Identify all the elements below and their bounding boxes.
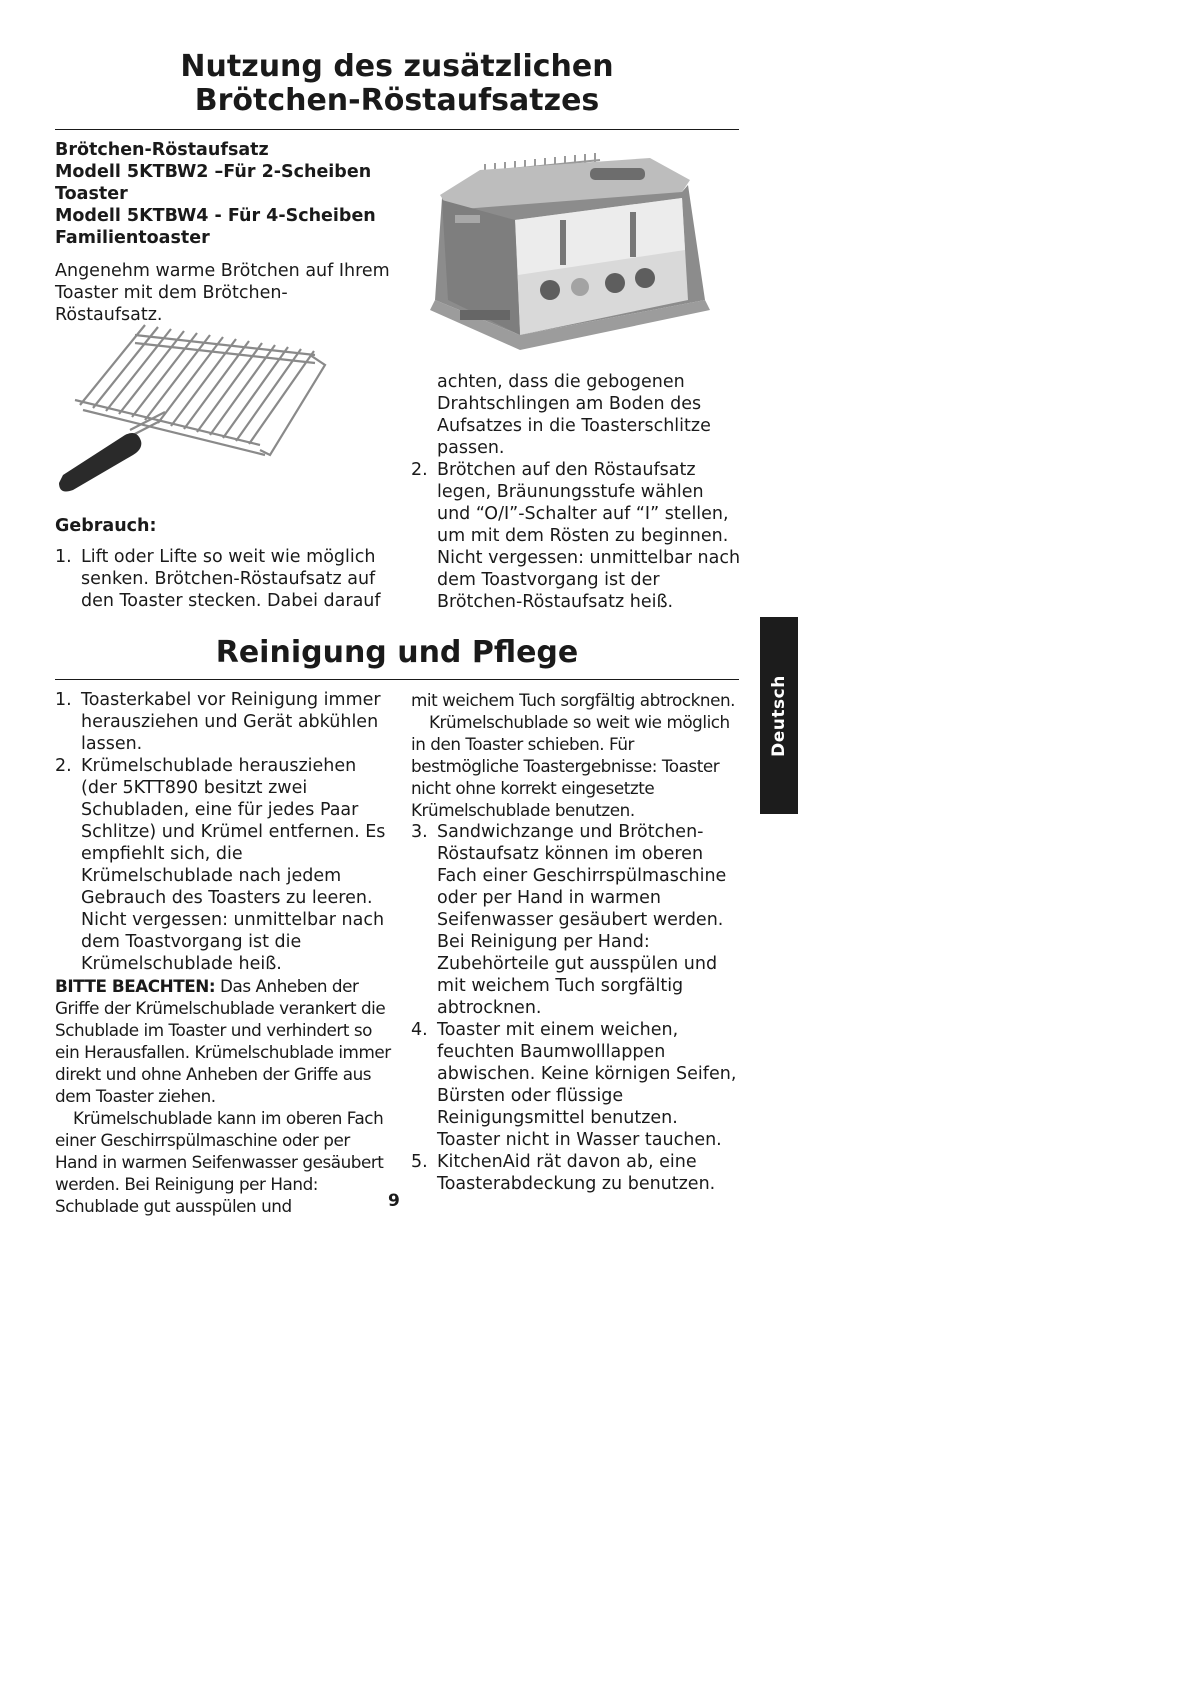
step-text: Lift oder Lifte so weit wie möglich senken. Brötchen-Röstaufsatz auf den Toaster stecken. Dabei darauf — [81, 547, 381, 611]
list-item — [411, 371, 741, 459]
title-rule-1 — [55, 129, 739, 130]
step-number: 2. — [55, 756, 72, 776]
list-item — [411, 1019, 743, 1151]
model-line: Modell 5KTBW4 - Für 4-Scheiben — [55, 206, 376, 226]
list-item — [55, 546, 395, 612]
page-number: 9 — [388, 1191, 400, 1211]
cleaning-right-column — [411, 689, 743, 1195]
title-line-2: Brötchen-Röstaufsatzes — [194, 83, 600, 118]
list-item — [55, 755, 395, 975]
model-heading — [55, 139, 395, 249]
cleaning-left-column — [55, 689, 395, 1217]
crumb-tray-paragraph: Krümelschublade so weit wie möglich in den Toaster schieben. Für bestmögliche Toastergebnisse: Toaster nicht ohne korrekt eingesetzte Krümelschublade benutzen. — [411, 712, 730, 820]
continuation-text: mit weichem Tuch sorgfältig abtrocknen. — [411, 690, 736, 710]
usage-heading: Gebrauch: — [55, 516, 157, 536]
step-text: Brötchen auf den Röstaufsatz legen, Bräunungsstufe wählen und “O/I”-Schalter auf “I” stellen, um mit dem Rösten zu beginnen. Nicht vergessen: unmittelbar nach dem Toastvorgang ist der Brötchen-Röstaufsatz heiß. — [437, 460, 741, 612]
step-text: achten, dass die gebogenen Drahtschlingen am Boden des Aufsatzes in die Toasterschlitze passen. — [437, 372, 711, 458]
language-tab — [760, 617, 798, 814]
model-line: Familientoaster — [55, 228, 210, 248]
step-number: 4. — [411, 1020, 428, 1040]
title-rule-2 — [55, 679, 739, 680]
list-item — [55, 689, 395, 755]
intro-text: Angenehm warme Brötchen auf Ihrem Toaster mit dem Brötchen-Röstaufsatz. — [55, 261, 390, 325]
usage-list-right — [411, 371, 741, 613]
model-line: Modell 5KTBW2 –Für 2-Scheiben — [55, 162, 372, 182]
language-tab-label: Deutsch — [769, 674, 789, 757]
step-number: 3. — [411, 822, 428, 842]
usage-list-left — [55, 546, 395, 612]
step-text: Toasterkabel vor Reinigung immer herausziehen und Gerät abkühlen lassen. — [81, 690, 381, 754]
note-text: Das Anheben der Griffe der Krümelschublade verankert die Schublade im Toaster und verhindert so ein Herausfallen. Krümelschublade immer direkt und ohne Anheben der Griffe aus dem Toaster ziehen. — [55, 976, 391, 1106]
section-title-reinigung: Reinigung und Pflege — [215, 635, 579, 670]
step-text: KitchenAid rät davon ab, eine Toasterabdeckung zu benutzen. — [437, 1152, 716, 1194]
step-number: 1. — [55, 547, 72, 567]
note-label: BITTE BEACHTEN: — [55, 976, 216, 996]
model-line: Brötchen-Röstaufsatz — [55, 140, 269, 160]
toaster-illustration — [420, 150, 720, 365]
list-item — [411, 459, 741, 613]
section-title-roestaufsatz — [55, 50, 739, 118]
model-line: Toaster — [55, 184, 128, 204]
bun-rack-illustration — [55, 315, 345, 495]
cleaning-list-left — [55, 689, 395, 975]
note-paragraph-2: Krümelschublade kann im oberen Fach einer Geschirrspülmaschine oder per Hand in warmen Seifenwasser gesäubert werden. Bei Reinigung per Hand: Schublade gut ausspülen und — [55, 1108, 384, 1216]
step-text: Krümelschublade herausziehen (der 5KTT890 besitzt zwei Schubladen, eine für jedes Paar Schlitze) und Krümel entfernen. Es empfiehlt sich, die Krümelschublade nach jedem Gebrauch des Toasters zu leeren. Nicht vergessen: unmittelbar nach dem Toastvorgang ist die Krümelschublade heiß. — [81, 756, 386, 974]
title-line-1: Nutzung des zusätzlichen — [180, 49, 614, 84]
step-text: Toaster mit einem weichen, feuchten Baumwolllappen abwischen. Keine körnigen Seifen, Bürsten oder flüssige Reinigungsmittel benutzen. Toaster nicht in Wasser tauchen. — [437, 1020, 737, 1150]
list-item — [411, 1151, 743, 1195]
cleaning-list-right — [411, 821, 743, 1195]
step-number: 5. — [411, 1152, 428, 1172]
step-number: 1. — [55, 690, 72, 710]
list-item — [411, 821, 743, 1019]
step-number: 2. — [411, 460, 428, 480]
note-paragraph — [55, 975, 395, 1107]
step-text: Sandwichzange und Brötchen-Röstaufsatz können im oberen Fach einer Geschirrspülmaschine oder per Hand in warmen Seifenwasser gesäubert werden. Bei Reinigung per Hand: Zubehörteile gut ausspülen und mit weichem Tuch sorgfältig abtrocknen. — [437, 822, 727, 1018]
